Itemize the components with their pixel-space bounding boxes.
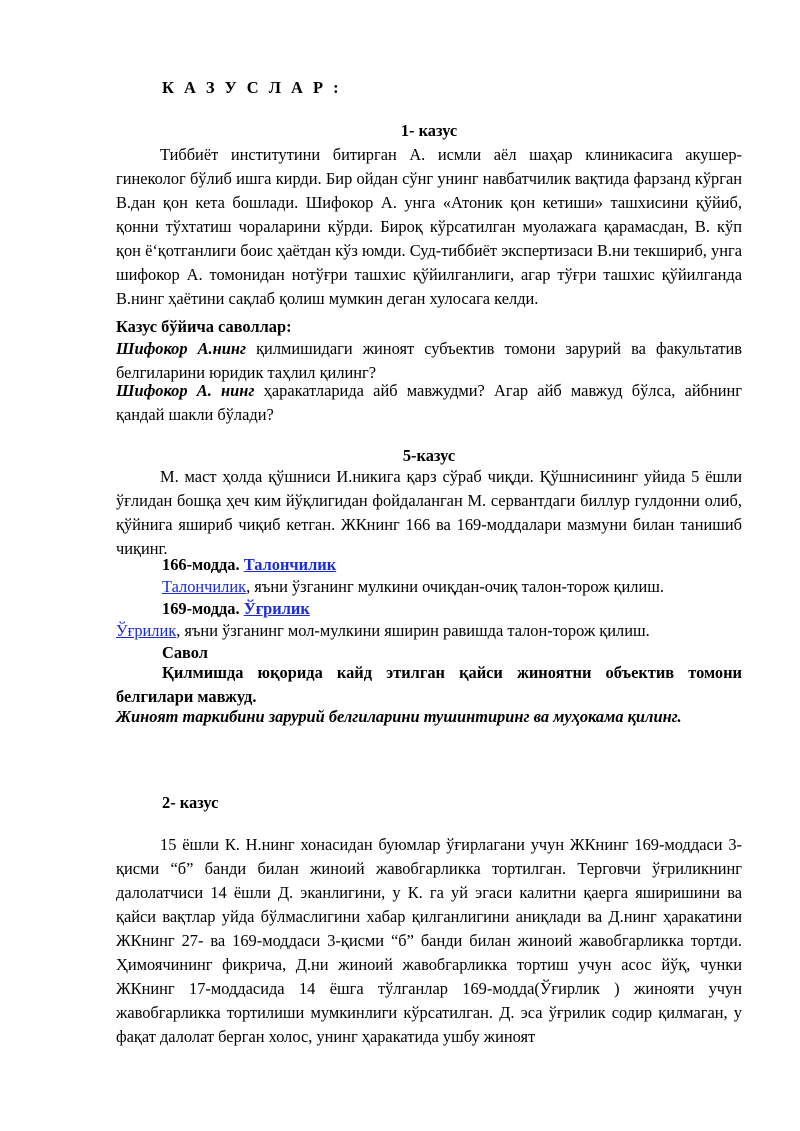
case2-title-text: 2- казус [162, 793, 219, 812]
case5-question-1: Қилмишда юқорида кайд этилган қайси жиноятни объектив томони белгилари мавжуд. [116, 663, 742, 706]
article-166-label: 166-модда. [162, 555, 240, 574]
heading-text: К А З У С Л А Р : [162, 78, 342, 97]
case1-question-1 [116, 337, 742, 385]
article-169-text: , яъни ўзганинг мол-мулкини яширин равишда талон-торож қилиш. [176, 621, 650, 640]
case1-title-text: 1- казус [400, 121, 458, 140]
q2-text: ҳаракатларида айб мавжудми? Агар айб мавжуд бўлса, айбнинг қандай шакли бўлади? [116, 381, 742, 424]
article-169-label: 169-модда. [162, 599, 240, 618]
article-169-heading [162, 597, 742, 621]
case1-title [116, 119, 742, 143]
case2-body: 15 ёшли К. Н.нинг хонасидан буюмлар ўғирлагани учун ЖКнинг 169-моддаси 3-қисми “б” банди билан жиноий жавобгарликка тортилган. Терговчи ўғриликнинг далолатчиси 14 ёшли Д. эканлигини, у К. га уй эгаси калитни қаерга яширишини ва қайси вақтлар уйда бўлмаслигини хабар қилганлигини аниқлади ва Д.нинг ҳаракатини ЖКнинг 27- ва 169-моддаси 3-қисми “б” банди билан жиноий жавобгарликка тортди. Ҳимоячининг фикрича, Д.ни жиноий жавобгарликка тортиш учун асос йўқ, чунки ЖКнинг 17-моддасида 14 ёшга тўлганлар 169-модда(Ўғирлик ) жинояти учун жавобгарликка тортилиши мумкинлиги кўрсатилган. Д. эса ўғрилик содир қилмаган, у фақат далолат берган холос, унинг ҳаракатида ушбу жиноят [116, 835, 742, 1046]
case1-questions-title [116, 315, 742, 339]
document-heading [162, 76, 562, 100]
q2-emphasis: Шифокор А. нинг [116, 381, 255, 400]
case1-question-2 [116, 379, 742, 427]
case1-body: Тиббиёт институтини битирган А. исмли аёл шаҳар клиникасига акушер-гинеколог бўлиб ишга кирди. Бир ойдан сўнг унинг навбатчилик вақтида фарзанд кўрган В.дан қон кета бошлади. Шифокор А. унга «Атоник қон кетиши» ташхисини қўйиб, қонни тўхтатиш чораларини кўрди. Бироқ кўрсатилган муолажага қарамасдан, В. кўп қон ёʻқотганлиги боис ҳаётдан кўз юмди. Суд-тиббиёт экспертизаси В.ни текшириб, унга шифокор А. томонидан нотўғри ташхис қўйилганлиги, агар тўғри ташхис қўйилганда В.нинг ҳаётини сақлаб қолиш мумкин деган хулосага келди. [116, 145, 742, 308]
case1-questions-title-text: Казус бўйича саволлар: [116, 317, 292, 336]
article-169-definition [116, 619, 742, 643]
theft-link[interactable]: Ўғрилик [116, 621, 177, 640]
article-169-link[interactable]: Ўғрилик [243, 599, 310, 618]
article-166-definition [162, 575, 742, 599]
case5-body: М. маст ҳолда қўшниси И.никига қарз сўраб чиқди. Қўшнисининг уйида 5 ёшли ўғлидан бошқа ҳеч ким йўқлигидан фойдаланган М. сервантдаги биллур гулдонни олиб, қўйнига яшириб чиқиб кетган. ЖКнинг 166 ва 169-моддалари мазмуни билан танишиб чиқинг. [116, 467, 742, 558]
q1-text: қилмишидаги жиноят субъектив томони зарурий ва факультатив белгиларини юридик таҳлил қилинг? [116, 339, 742, 382]
article-166-heading [162, 553, 742, 577]
case5-title-text: 5-казус [402, 446, 456, 465]
case5-question-title-text: Савол [162, 643, 208, 662]
q1-emphasis: Шифокор А.нинг [116, 339, 247, 358]
case5-question-2: Жиноят таркибини зарурий белгиларини тушинтиринг ва муҳокама қилинг. [116, 707, 682, 726]
case2-title [162, 791, 562, 815]
article-166-text: , яъни ўзганинг мулкини очиқдан-очиқ талон-торож қилиш. [246, 577, 664, 596]
article-166-link[interactable]: Талончилик [243, 555, 337, 574]
robbery-link[interactable]: Талончилик [162, 577, 247, 596]
